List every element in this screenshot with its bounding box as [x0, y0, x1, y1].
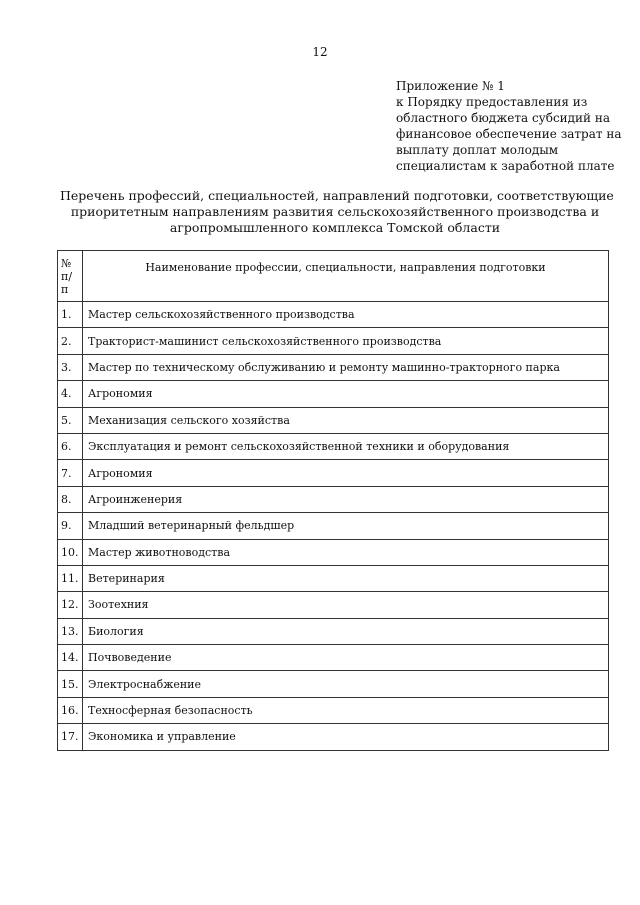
row-number: 12. — [58, 592, 83, 618]
table-row — [58, 486, 609, 512]
row-number: 3. — [58, 354, 83, 380]
row-name: Ветеринария — [83, 565, 609, 591]
row-name: Эксплуатация и ремонт сельскохозяйственной техники и оборудования — [83, 433, 609, 459]
row-name: Младший ветеринарный фельдшер — [83, 513, 609, 539]
table-row — [58, 407, 609, 433]
row-number: 4. — [58, 381, 83, 407]
table-row — [58, 565, 609, 591]
table-row — [58, 433, 609, 459]
table-row — [58, 354, 609, 380]
appendix-line: финансовое обеспечение затрат на — [396, 127, 622, 141]
column-header-number-line1: № — [61, 256, 72, 270]
table-row — [58, 671, 609, 697]
row-number: 17. — [58, 724, 83, 750]
row-name: Биология — [83, 618, 609, 644]
title-line: Перечень профессий, специальностей, направлений подготовки, соответствующие — [60, 188, 614, 203]
row-number: 11. — [58, 565, 83, 591]
row-name: Механизация сельского хозяйства — [83, 407, 609, 433]
column-header-name: Наименование профессии, специальности, направления подготовки — [83, 251, 609, 302]
row-number: 15. — [58, 671, 83, 697]
appendix-line: выплату доплат молодым — [396, 143, 559, 157]
row-name: Мастер сельскохозяйственного производства — [83, 302, 609, 328]
appendix-line: областного бюджета субсидий на — [396, 111, 611, 125]
row-name: Мастер животноводства — [83, 539, 609, 565]
row-name: Зоотехния — [83, 592, 609, 618]
row-number: 6. — [58, 433, 83, 459]
row-name: Тракторист-машинист сельскохозяйственного производства — [83, 328, 609, 354]
row-name: Экономика и управление — [83, 724, 609, 750]
table-row — [58, 539, 609, 565]
table-row — [58, 697, 609, 723]
page-number: 12 — [312, 45, 328, 59]
column-header-number-line2: п/п — [61, 269, 73, 296]
appendix-line: к Порядку предоставления из — [396, 95, 588, 109]
table-row — [58, 302, 609, 328]
row-name: Техносферная безопасность — [83, 697, 609, 723]
row-number: 2. — [58, 328, 83, 354]
table-header-row — [58, 251, 609, 302]
table-row — [58, 460, 609, 486]
table-row — [58, 513, 609, 539]
row-name: Агрономия — [83, 460, 609, 486]
row-number: 13. — [58, 618, 83, 644]
title-line: приоритетным направлениям развития сельскохозяйственного производства и — [70, 204, 600, 219]
table-row — [58, 618, 609, 644]
row-name: Электроснабжение — [83, 671, 609, 697]
row-name: Мастер по техническому обслуживанию и ремонту машинно-тракторного парка — [83, 354, 609, 380]
row-number: 10. — [58, 539, 83, 565]
row-number: 5. — [58, 407, 83, 433]
professions-table — [57, 250, 609, 751]
row-name: Агрономия — [83, 381, 609, 407]
table-row — [58, 645, 609, 671]
title-line: агропромышленного комплекса Томской области — [169, 220, 501, 235]
row-number: 16. — [58, 697, 83, 723]
appendix-line: специалистам к заработной плате — [396, 159, 615, 173]
row-number: 8. — [58, 486, 83, 512]
row-number: 1. — [58, 302, 83, 328]
appendix-line: Приложение № 1 — [396, 79, 505, 93]
row-number: 9. — [58, 513, 83, 539]
table-row — [58, 328, 609, 354]
row-number: 7. — [58, 460, 83, 486]
row-name: Агроинженерия — [83, 486, 609, 512]
row-name: Почвоведение — [83, 645, 609, 671]
table-row — [58, 592, 609, 618]
column-header-number — [58, 251, 83, 302]
table-row — [58, 724, 609, 750]
row-number: 14. — [58, 645, 83, 671]
document-title — [60, 188, 614, 236]
table-row — [58, 381, 609, 407]
appendix-note — [396, 78, 622, 174]
